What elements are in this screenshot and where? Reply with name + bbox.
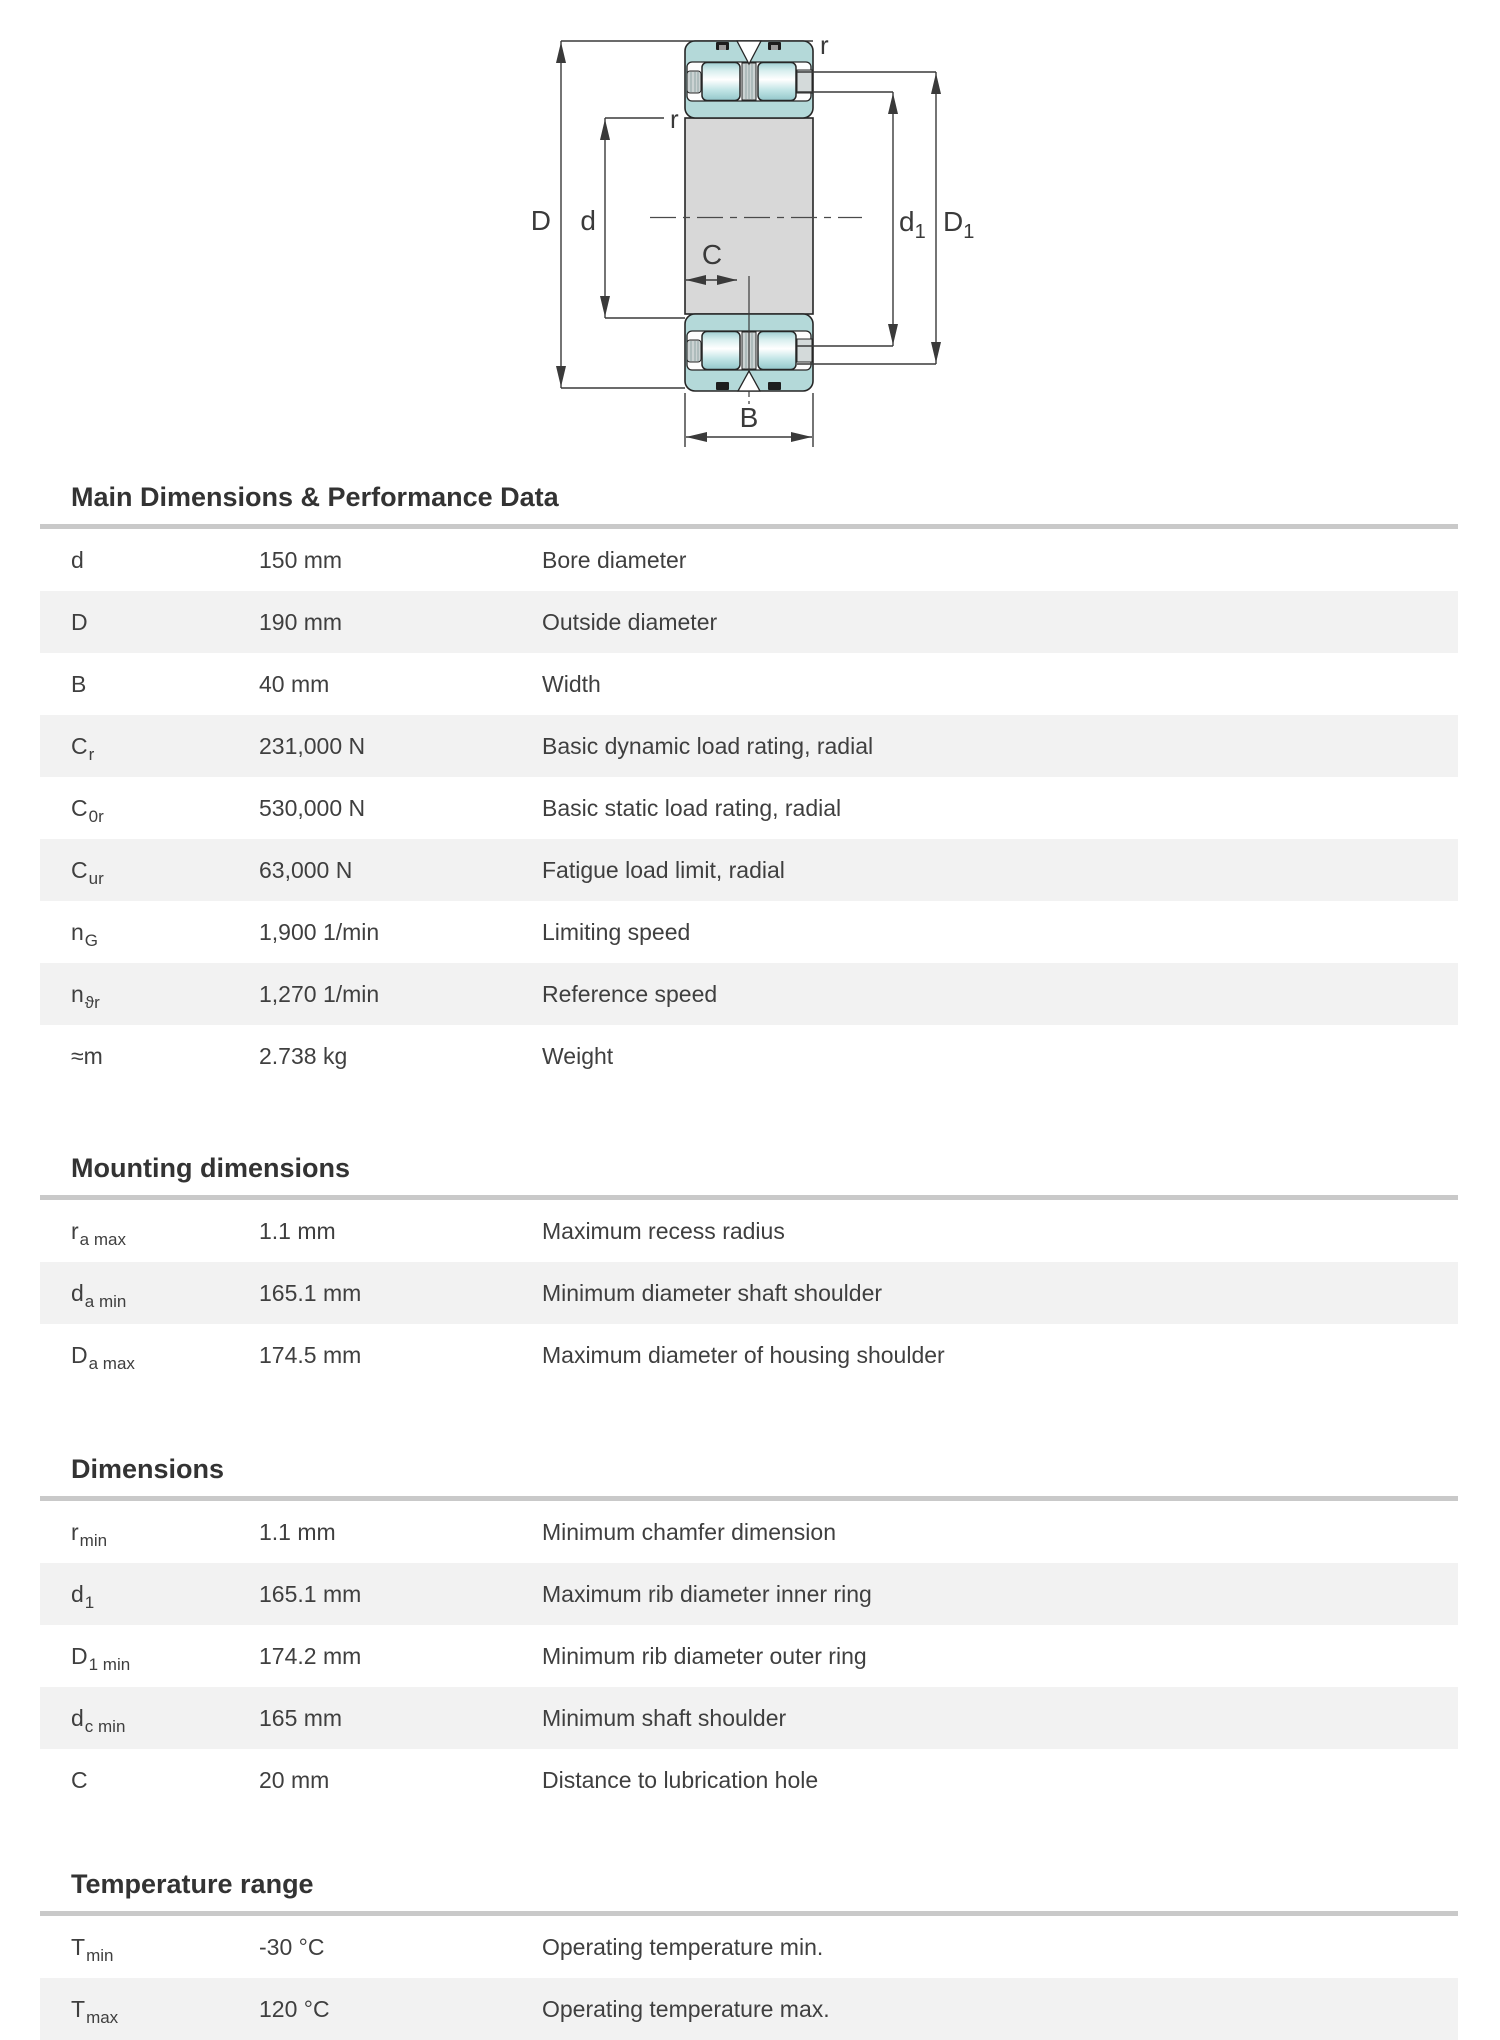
bearing-diagram [0,0,1500,470]
arrowhead-icon [888,324,898,345]
dim-label-B: B [739,402,759,433]
description-cell: Bore diameter [542,546,687,573]
symbol-subscript: 0r [88,806,104,826]
bearing-cross-section-svg [0,0,1500,470]
symbol-subscript: ϑr [84,992,100,1012]
arrowhead-icon [791,432,812,442]
side-land-right-top [797,70,812,93]
spec-section [40,1151,1458,1386]
symbol-subscript: min [86,1945,114,1965]
dim-label-d: d [580,205,596,236]
value-cell: 1,270 1/min [259,980,380,1007]
symbol-cell [71,1279,259,1311]
description-cell: Outside diameter [542,608,718,635]
symbol-base: D [71,1341,88,1368]
description-cell: Minimum shaft shoulder [542,1704,787,1731]
symbol-cell [71,1995,259,2027]
dim-label-D: D [530,205,551,236]
table-row [40,839,1458,901]
value-cell: 174.2 mm [259,1642,362,1669]
value-cell: 2.738 kg [259,1042,348,1069]
symbol-base: C [71,794,88,821]
symbol-cell [71,918,259,950]
section-title: Dimensions [71,1454,225,1484]
side-land-right-bottom [797,339,812,362]
section-title: Temperature range [71,1869,314,1899]
table-row [40,1501,1458,1563]
symbol-subscript: ur [88,868,104,888]
symbol-cell [71,1767,259,1794]
symbol-cell [71,732,259,764]
value-cell: 165 mm [259,1704,343,1731]
description-cell: Width [542,670,601,697]
lubrication-hole-icon [768,382,781,390]
table-row [40,1916,1458,1978]
table-row [40,529,1458,591]
table-row [40,777,1458,839]
value-cell: 231,000 N [259,732,366,759]
symbol-cell [71,609,259,636]
roller [758,63,796,101]
dim-label-d1: $d_1$ [899,206,926,243]
lubrication-hole-inner [719,45,726,50]
symbol-cell [71,1580,259,1612]
table-row [40,963,1458,1025]
symbol-subscript: a max [88,1353,135,1373]
symbol-cell [71,1217,259,1249]
arrowhead-icon [686,432,707,442]
value-cell: 63,000 N [259,856,353,883]
description-cell: Operating temperature min. [542,1933,824,1960]
table-row [40,591,1458,653]
arrowhead-icon [600,119,610,140]
dim-label-r-top: r [820,30,829,60]
arrowhead-icon [556,366,566,387]
description-cell: Reference speed [542,980,718,1007]
arrowhead-icon [600,296,610,317]
side-land-left-top [687,71,701,93]
description-cell: Distance to lubrication hole [542,1766,819,1793]
value-cell: 40 mm [259,670,330,697]
value-cell: 1.1 mm [259,1217,336,1244]
symbol-subscript: r [88,744,95,764]
symbol-cell [71,980,259,1012]
lubrication-hole-icon [716,382,729,390]
symbol-base: T [71,1995,86,2022]
value-cell: 120 °C [259,1995,330,2022]
description-cell: Basic static load rating, radial [542,794,842,821]
value-cell: 165.1 mm [259,1580,362,1607]
description-cell: Minimum rib diameter outer ring [542,1642,867,1669]
description-cell: Limiting speed [542,918,691,945]
description-cell: Weight [542,1042,614,1069]
table-row [40,1200,1458,1262]
table-row [40,1687,1458,1749]
description-cell: Maximum rib diameter inner ring [542,1580,872,1607]
symbol-cell [71,1933,259,1965]
description-cell: Fatigue load limit, radial [542,856,785,883]
value-cell: 190 mm [259,608,343,635]
symbol-base: D [71,1642,88,1669]
symbol-base: d [71,546,84,573]
symbol-subscript: max [86,2007,119,2027]
dim-label-D1: $D_1$ [943,206,975,243]
description-cell: Maximum diameter of housing shoulder [542,1341,945,1368]
arrowhead-icon [931,342,941,363]
symbol-base: d [71,1704,84,1731]
description-cell: Minimum chamfer dimension [542,1518,836,1545]
symbol-base: T [71,1933,86,1960]
table-row [40,1625,1458,1687]
symbol-base: r [71,1518,79,1545]
table-row [40,1978,1458,2040]
symbol-base: ≈m [71,1042,103,1069]
symbol-base: d [71,1279,84,1306]
symbol-base: B [71,670,87,697]
section-title: Mounting dimensions [71,1153,350,1183]
symbol-base: n [71,918,84,945]
symbol-cell [71,1642,259,1674]
value-cell: 1.1 mm [259,1518,336,1545]
symbol-subscript: G [84,930,99,950]
symbol-cell [71,671,259,698]
roller [758,332,796,370]
arrowhead-icon [556,42,566,63]
value-cell: -30 °C [259,1933,325,1960]
spec-section [40,1867,1458,2040]
section-title: Main Dimensions & Performance Data [71,482,559,512]
value-cell: 530,000 N [259,794,366,821]
description-cell: Basic dynamic load rating, radial [542,732,874,759]
value-cell: 20 mm [259,1766,330,1793]
spec-section [40,1452,1458,1811]
dim-label-C: C [701,239,723,270]
symbol-cell [71,1518,259,1550]
symbol-base: n [71,980,84,1007]
spec-tables [40,480,1458,2040]
symbol-subscript: c min [84,1716,126,1736]
symbol-base: D [71,608,88,635]
table-row [40,1749,1458,1811]
symbol-base: C [71,732,88,759]
symbol-base: d [71,1580,84,1607]
symbol-subscript: a min [84,1291,127,1311]
value-cell: 150 mm [259,546,343,573]
table-row [40,1563,1458,1625]
value-cell: 174.5 mm [259,1341,362,1368]
description-cell: Maximum recess radius [542,1217,785,1244]
symbol-cell [71,794,259,826]
value-cell: 165.1 mm [259,1279,362,1306]
table-row [40,901,1458,963]
table-row [40,715,1458,777]
description-cell: Operating temperature max. [542,1995,830,2022]
roller [702,63,740,101]
symbol-subscript: min [79,1530,108,1550]
lubrication-hole-inner [771,45,778,50]
spec-section [40,480,1458,1087]
symbol-cell [71,1341,259,1373]
table-row [40,1324,1458,1386]
symbol-cell [71,1043,259,1070]
symbol-base: C [71,1766,88,1793]
side-land-left-bottom [687,340,701,362]
symbol-cell [71,1704,259,1736]
symbol-subscript: 1 min [88,1654,131,1674]
symbol-cell [71,856,259,888]
description-cell: Minimum diameter shaft shoulder [542,1279,883,1306]
arrowhead-icon [931,73,941,94]
D1-connectors [797,72,936,364]
table-row [40,653,1458,715]
symbol-base: r [71,1217,79,1244]
table-row [40,1262,1458,1324]
symbol-subscript: a max [79,1229,126,1249]
symbol-base: C [71,856,88,883]
dim-label-r-left: r [670,104,679,134]
value-cell: 1,900 1/min [259,918,380,945]
symbol-subscript: 1 [84,1592,95,1612]
roller [702,332,740,370]
arrowhead-icon [888,93,898,114]
symbol-cell [71,547,259,574]
table-row [40,1025,1458,1087]
